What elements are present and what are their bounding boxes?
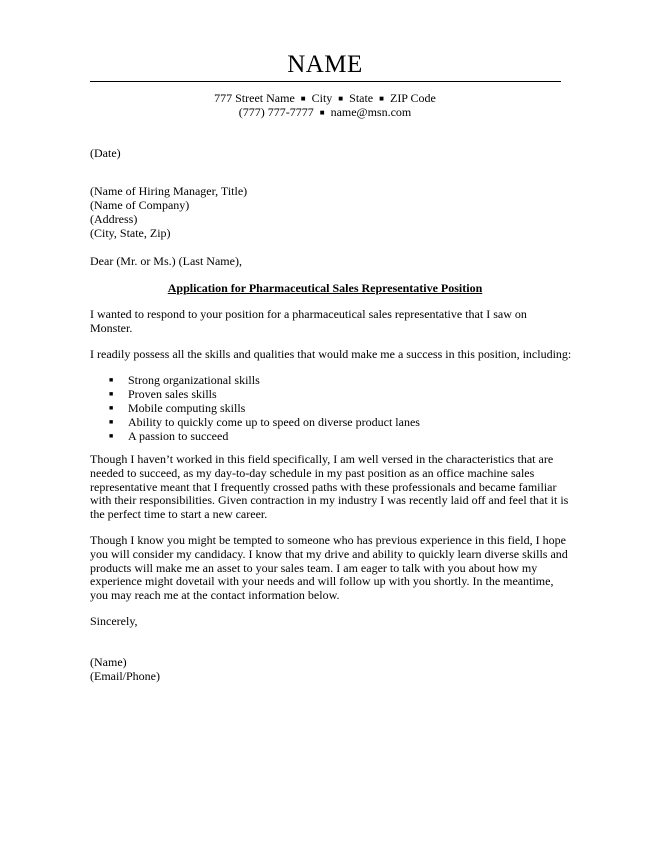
body-paragraph-1: I wanted to respond to your position for a pharmaceutical sales representative that I saw on Monster. — [90, 307, 527, 335]
recipient-address: (Address) — [90, 212, 138, 226]
separator-icon: ■ — [379, 94, 384, 103]
zip-code: ZIP Code — [389, 91, 436, 105]
city: City — [311, 91, 333, 105]
bullet-icon: ■ — [109, 404, 114, 412]
body-paragraph-3: Though I haven’t worked in this field specifically, I am well versed in the characteristics that are needed to succeed, as my day-to-day schedule in my past position as an office machine sales representative meant that I frequently crossed paths with these professionals and became familiar with their responsibilities. Given contraction in my industry I was recently laid off and feel that it is the perfect time to start a new career. — [90, 452, 569, 522]
list-item-text: Proven sales skills — [128, 387, 217, 401]
subject-line: Application for Pharmaceutical Sales Representative Position — [167, 281, 483, 295]
body-paragraph-4: Though I know you might be tempted to someone who has previous experience in this field, I hope you will consider my candidacy. I know that my drive and ability to quickly learn diverse skills and products will make me an asset to your sales team. I am eager to talk with you about how my experience might dovetail with your needs and will follow up with you shortly. In the meantime, you may reach me at the contact information below. — [90, 533, 568, 603]
applicant-name-heading: NAME — [287, 51, 363, 78]
bullet-icon: ■ — [109, 432, 114, 440]
email-address: name@msn.com — [330, 105, 412, 119]
recipient-company: (Name of Company) — [90, 198, 190, 212]
recipient-manager: (Name of Hiring Manager, Title) — [90, 184, 248, 198]
skills-list — [90, 373, 420, 443]
list-item — [90, 387, 420, 401]
closing: Sincerely, — [90, 614, 138, 628]
recipient-city-state-zip: (City, State, Zip) — [90, 226, 171, 240]
separator-icon: ■ — [319, 108, 325, 117]
list-item-text: Ability to quickly come up to speed on diverse product lanes — [128, 415, 420, 429]
salutation: Dear (Mr. or Ms.) (Last Name), — [90, 254, 242, 268]
state: State — [349, 91, 374, 105]
phone-number: (777) 777-7777 — [238, 105, 314, 119]
bullet-icon: ■ — [109, 376, 114, 384]
list-item — [90, 429, 420, 443]
body-paragraph-2: I readily possess all the skills and qualities that would make me a success in this position, including: — [90, 347, 572, 361]
street-address: 777 Street Name — [214, 91, 295, 105]
list-item — [90, 401, 420, 415]
list-item — [90, 373, 420, 387]
address-line — [0, 91, 650, 106]
signature-name: (Name) — [90, 655, 127, 669]
list-item-text: Mobile computing skills — [128, 401, 246, 415]
bullet-icon: ■ — [109, 418, 114, 426]
list-item-text: Strong organizational skills — [128, 373, 260, 387]
separator-icon: ■ — [300, 94, 306, 103]
signature-contact: (Email/Phone) — [90, 669, 160, 683]
separator-icon: ■ — [338, 94, 344, 103]
bullet-icon: ■ — [109, 390, 114, 398]
list-item-text: A passion to succeed — [128, 429, 229, 443]
list-item — [90, 415, 420, 429]
header-divider — [90, 81, 561, 82]
phone-email-line — [0, 105, 650, 120]
date-line: (Date) — [90, 146, 121, 160]
